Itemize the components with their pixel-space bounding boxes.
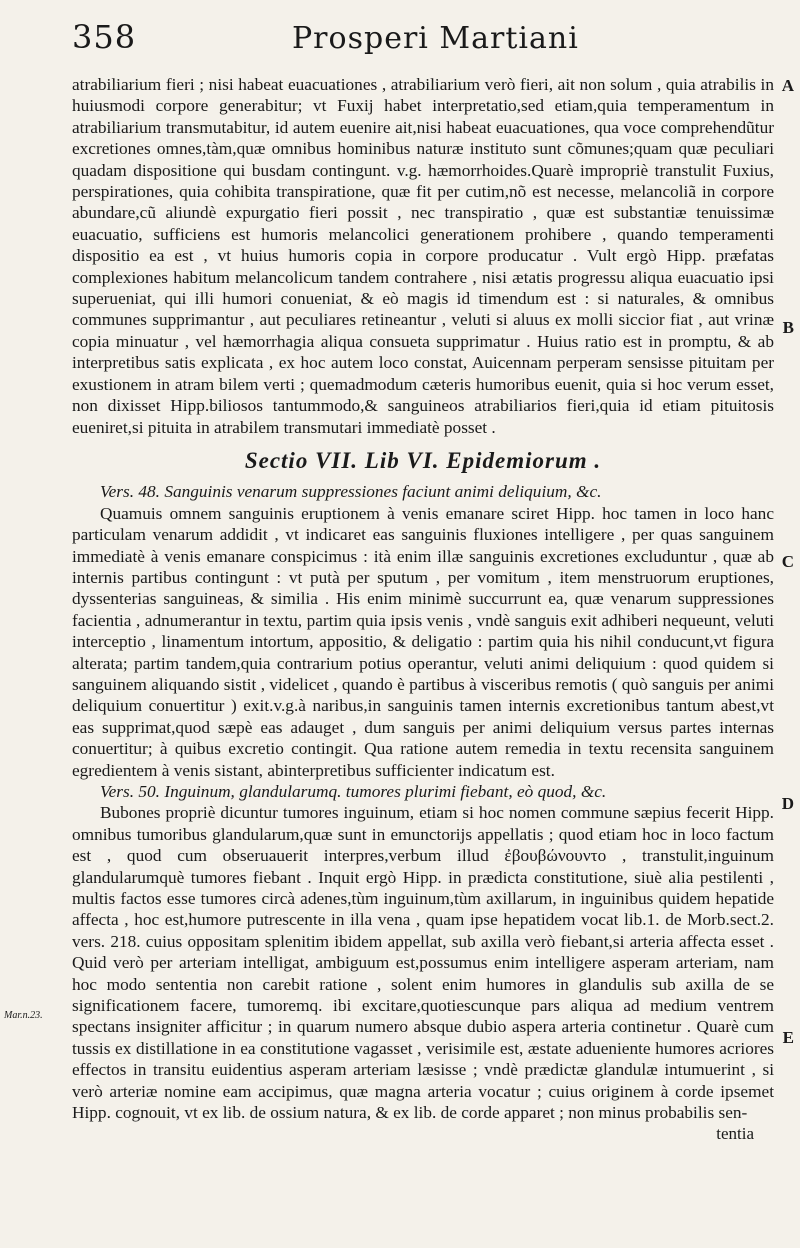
margin-letter-c: C [781, 552, 794, 571]
margin-letter-d: D [781, 794, 794, 813]
verse-lemma-50: Vers. 50. Inguinum, glandularumq. tumores plurimi fiebant, eò quod, &c. [100, 782, 607, 801]
page-number: 358 [72, 18, 137, 56]
body-text [72, 74, 774, 1124]
running-title: Prosperi Martiani [292, 21, 579, 56]
commentary-paragraph-48: Quamuis omnem sanguinis eruptionem à venis emanare sciret Hipp. hoc tamen in loco hanc particulam venarum addidit , vt indicaret eas sanguinis fluxiones intelligere , per quas sanguinem immediatè à venis emanare conspicimus : ità enim illæ sanguinis excretiones excluduntur , quæ ab internis partibus contingunt : vt putà per sputum , per vomitum , item menstruorum eruptiones, dyssenterias sanguineas, & similia . His enim minimè succurrunt ea, quæ venarum suppressiones facientia , adnumerantur in textu, partim quia ipsis venis , vndè sanguis exit adhiberi nequeunt, veluti interceptio , linamentum intortum, appositio, & deligatio : partim quia his nihil conducunt,vt figura alterata; partim tandem,quia contrarium potius operantur, veluti animi deliquium : quod quidem si sanguinem aliquando sistit , videlicet , quando è partibus à visceribus remotis ( quò sanguis per animi deliquium conuertitur ) exit.v.g.à naribus,in sanguinis tamen internis excretionibus tantum abest,vt eas supprimat,quod sæpè eas adauget , dum sanguis per animi deliquium versus partes internas conuertitur; à quibus excretio contingit. Qua ratione autem remedia in textu recensita sanguinem egredientem à venis sistant, abinterpretibus sufficienter indicatum est. [72, 503, 774, 780]
margin-letter-a: A [781, 76, 794, 95]
verse-lemma-48: Vers. 48. Sanguinis venarum suppressiones faciunt animi deliquium, &c. [100, 482, 602, 502]
catchword: tentia [716, 1123, 754, 1143]
section-heading: Sectio VII. Lib VI. Epidemiorum . [244, 447, 602, 473]
margin-letter-b: B [782, 318, 794, 337]
margin-note: Mar.n.23. [4, 1010, 43, 1021]
paragraph-continued: atrabiliarium fieri ; nisi habeat euacuationes , atrabiliarium verò fieri, ait non solum , quia atrabilis in huiusmodi corpore generabitur; vt Fuxij habet interpretatio,sed etiam,quia temperamentum in atrabiliarium transmutabitur, id autem euenire ait,nisi habeat euacuationes, qua voce comprehendũtur excretiones omnes,tàm,quæ omnibus hominibus naturæ instituto sunt cõmunes;quam quæ peculiari quadam dispositione qui busdam contingunt. v.g. hæmorrhoides.Quarè impropriè transtulit Fuxius, perspirationes, quia cohibita transpiratione, quæ fit per cutim,nõ est necesse, melancoliã in corpore abundare,cũ aliundè expurgatio fieri possit , nec transpiratio , quæ est substantiæ tenuissimæ euacuatio, sufficiens est humoris melancolici generationem prohibere , quando temperamenti dispositio ea est , vt huius humoris copia in corpore producatur . Vult ergò Hipp. præfatas complexiones habitum melancolicum tandem contrahere , nisi ætatis progressu aliqua euacuatio ipsi superueniat, qui illi humori conueniat, & eò magis id timendum est : si naturales, & omnibus communes supprimantur , aut peculiares retineantur , veluti si aluus ex molli siccior fiat , aut vrinæ copia minuatur , vel hæmorrhagia aliqua consueta supprimatur . Huius ratio est in promptu, & ab interpretibus satis explicata , ex hoc autem loco constat, Auicennam perperam sensisse pituitam per exustionem in atram bilem verti ; quemadmodum cæteris humoribus euenit, quia si hoc verum esset, non dixisset Hipp.biliosos tantummodo,& sanguineos atrabiliarios fieri,quia id etiam pituitosis eueniret,si pituita in atrabilem transmutari immediatè posset . [72, 75, 774, 437]
commentary-paragraph-50: Bubones propriè dicuntur tumores inguinum, etiam si hoc nomen commune sæpius fecerit Hipp. omnibus tumoribus glandularum,quæ sunt in emunctorijs appellatis ; quod etiam hoc in loco factum est , quod cum obseruauerit interpres,verbum illud ἐβουβώνουντο , transtulit,inguinum glandularumquè tumores fiebant . Inquit ergò Hipp. in prædicta constitutione, siuè alia pestilenti , multis factos esse tumores circà adenes,tùm inguinum,tùm axillarum, in inguinibus quidem hepatide affecta , hoc est,humore putrescente in illa vena , quam ipse hepatidem vocat lib.1. de Morb.sect.2. vers. 218. cuius oppositam splenitim ibidem appellat, sub axilla verò fiebant,si arteria affecta esset . Quid verò per arteriam intelligat, ambiguum est,possumus enim intelligere asperam arteriam, nam hoc modo sententia non carebit ratione , solent enim humores in glandulis sub axilla de se significationem facere, tumoremq. ibi excitare,quotiescunque pars aliqua ad medium ventrem spectans insigniter afficitur ; in quarum numero absque dubio aspera arteria continetur . Quarè cum tussis ex distillatione in ea constitutione vagasset , verisimile est, æstate adueniente humores acriores effectos in transitu euidentius asperam arteriam læsisse ; vndè prædictæ glandulæ intumuerint , si verò arteriæ nomine eam accipimus, quæ magna arteria vocatur ; cuius originem à corde ipsemet Hipp. cognouit, vt ex lib. de ossium natura, & ex lib. de corde apparet ; non minus probabilis sen- [72, 803, 774, 1123]
page-header [72, 18, 774, 74]
margin-letter-e: E [782, 1028, 794, 1047]
